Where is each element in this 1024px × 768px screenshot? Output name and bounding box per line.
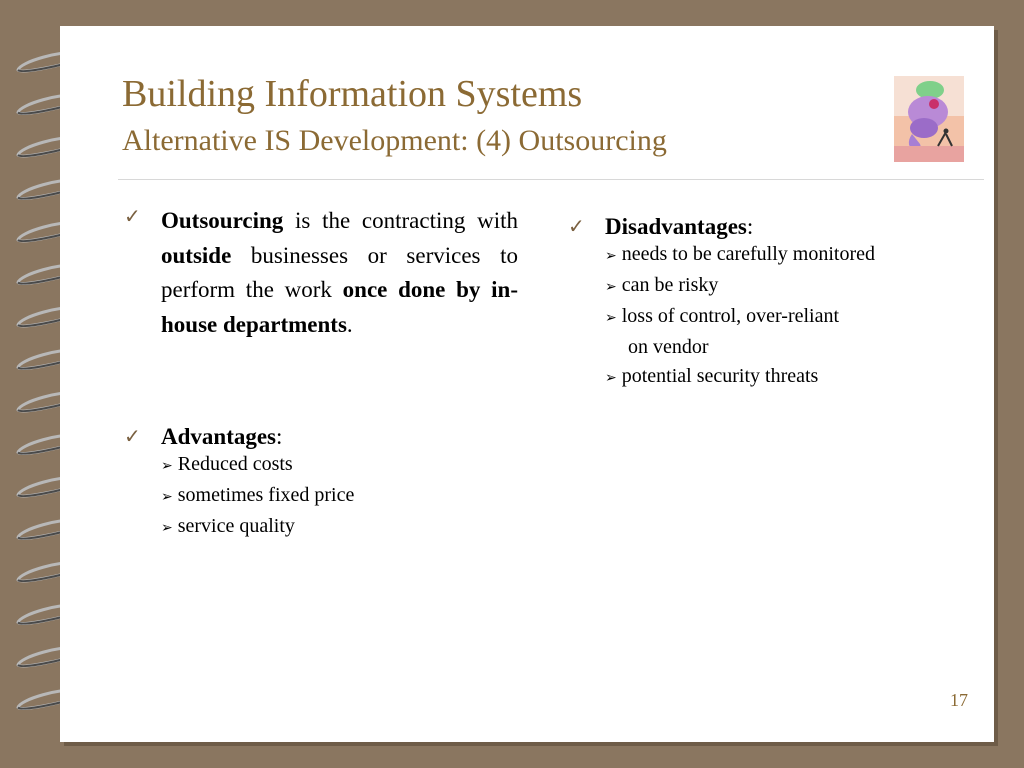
definition-text-3: .: [346, 311, 353, 337]
arrowhead-bullet-icon: ➢: [161, 520, 173, 536]
list-item: ➢ can be risky: [605, 274, 719, 296]
arrowhead-bullet-icon: ➢: [161, 458, 173, 474]
disadvantages-bullet: [568, 214, 968, 393]
list-item: ➢ potential security threats: [605, 365, 819, 387]
page-number: 17: [950, 690, 968, 710]
checkmark-icon: ✓: [568, 214, 585, 238]
list-item: ➢ sometimes fixed price: [161, 484, 355, 506]
disadvantages-list: [605, 240, 968, 393]
advantages-list: [161, 450, 518, 543]
arrowhead-bullet-icon: ➢: [605, 248, 617, 264]
list-item-continuation: on vendor: [628, 336, 709, 358]
arrowhead-bullet-icon: ➢: [605, 370, 617, 386]
genie-clipart-image: [894, 76, 964, 162]
list-item: ➢ service quality: [161, 515, 295, 537]
advantages-bullet: [124, 424, 518, 543]
list-item: ➢ needs to be carefully monitored: [605, 243, 875, 265]
slide-title: Building Information Systems: [122, 73, 583, 115]
definition-bold-inhouse: once done by in-house departments: [161, 277, 518, 337]
list-item: ➢ loss of control, over-reliant: [605, 305, 840, 327]
arrowhead-bullet-icon: ➢: [605, 279, 617, 295]
definition-bold-outside: outside: [161, 242, 232, 268]
slide-subtitle: Alternative IS Development: (4) Outsourcing: [122, 124, 667, 157]
advantages-heading: Advantages:: [161, 424, 283, 449]
arrowhead-bullet-icon: ➢: [605, 310, 617, 326]
definition-text-2: businesses or services to perform the work: [161, 242, 518, 302]
outsourcing-definition: [161, 204, 518, 342]
definition-term: Outsourcing: [161, 208, 284, 233]
outsourcing-bullet: [124, 204, 518, 342]
arrowhead-bullet-icon: ➢: [161, 489, 173, 505]
list-item: ➢ Reduced costs: [161, 453, 293, 475]
checkmark-icon: ✓: [124, 424, 141, 448]
definition-text-1: is the contracting with: [283, 208, 518, 233]
checkmark-icon: ✓: [124, 204, 141, 228]
disadvantages-heading: Disadvantages:: [605, 214, 754, 239]
title-divider: [118, 179, 984, 180]
